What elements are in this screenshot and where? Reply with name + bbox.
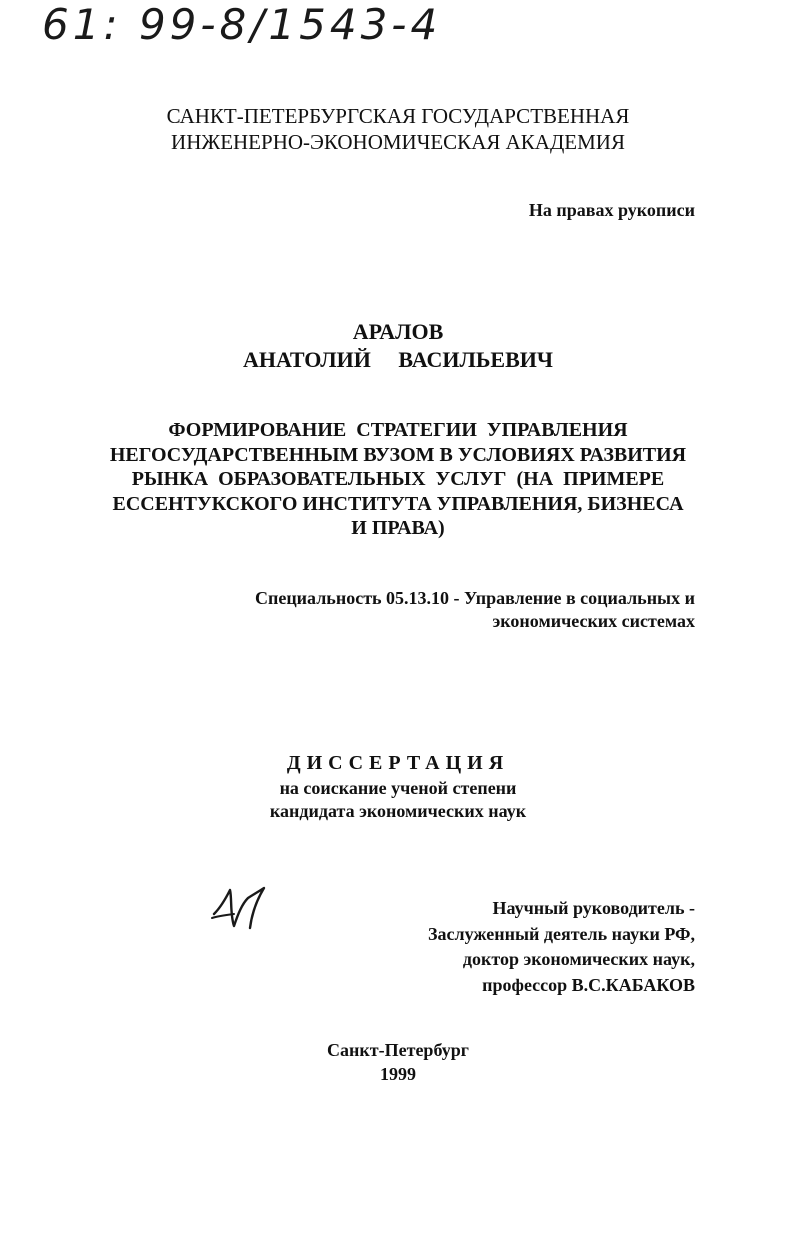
specialty-line-2: экономических системах bbox=[492, 611, 695, 631]
advisor-line-4: профессор В.С.КАБАКОВ bbox=[482, 974, 695, 995]
degree-line-2: кандидата экономических наук bbox=[269, 801, 527, 821]
author-surname: АРАЛОВ bbox=[352, 319, 444, 344]
dissertation-title bbox=[0, 418, 796, 541]
institution-line-2: ИНЖЕНЕРНО-ЭКОНОМИЧЕСКАЯ АКАДЕМИЯ bbox=[171, 130, 625, 154]
specialty-line-1: Специальность 05.13.10 - Управление в социальных и bbox=[254, 588, 695, 608]
title-line: И ПРАВА) bbox=[351, 517, 445, 539]
year: 1999 bbox=[380, 1064, 416, 1084]
dissertation-heading: ДИССЕРТАЦИЯ bbox=[286, 752, 510, 774]
advisor-line-3: доктор экономических наук, bbox=[462, 949, 695, 969]
specialty bbox=[255, 587, 695, 633]
catalog-number: 61: 99-8/1543-4 bbox=[42, 0, 442, 49]
author-name bbox=[0, 318, 796, 374]
advisor-line-1: Научный руководитель - bbox=[492, 898, 695, 918]
city: Санкт-Петербург bbox=[327, 1040, 469, 1060]
scientific-advisor bbox=[428, 896, 695, 998]
institution-name bbox=[0, 103, 796, 155]
title-line: НЕГОСУДАРСТВЕННЫМ ВУЗОМ В УСЛОВИЯХ РАЗВИТИЯ bbox=[109, 443, 687, 466]
dissertation-block bbox=[0, 752, 796, 823]
author-given-names: АНАТОЛИЙ ВАСИЛЬЕВИЧ bbox=[242, 347, 554, 372]
advisor-line-2: Заслуженный деятель науки РФ, bbox=[428, 923, 695, 944]
title-line: ФОРМИРОВАНИЕ СТРАТЕГИИ УПРАВЛЕНИЯ bbox=[168, 419, 628, 441]
title-line: ЕССЕНТУКСКОГО ИНСТИТУТА УПРАВЛЕНИЯ, БИЗНЕСА bbox=[112, 492, 684, 515]
title-line: РЫНКА ОБРАЗОВАТЕЛЬНЫХ УСЛУГ (НА ПРИМЕРЕ bbox=[131, 468, 665, 490]
degree-line-1: на соискание ученой степени bbox=[279, 778, 517, 798]
place-and-year bbox=[0, 1038, 796, 1086]
rights-note: На правах рукописи bbox=[528, 200, 695, 220]
signature-mark bbox=[208, 884, 272, 936]
institution-line-1: САНКТ-ПЕТЕРБУРГСКАЯ ГОСУДАРСТВЕННАЯ bbox=[166, 104, 630, 128]
